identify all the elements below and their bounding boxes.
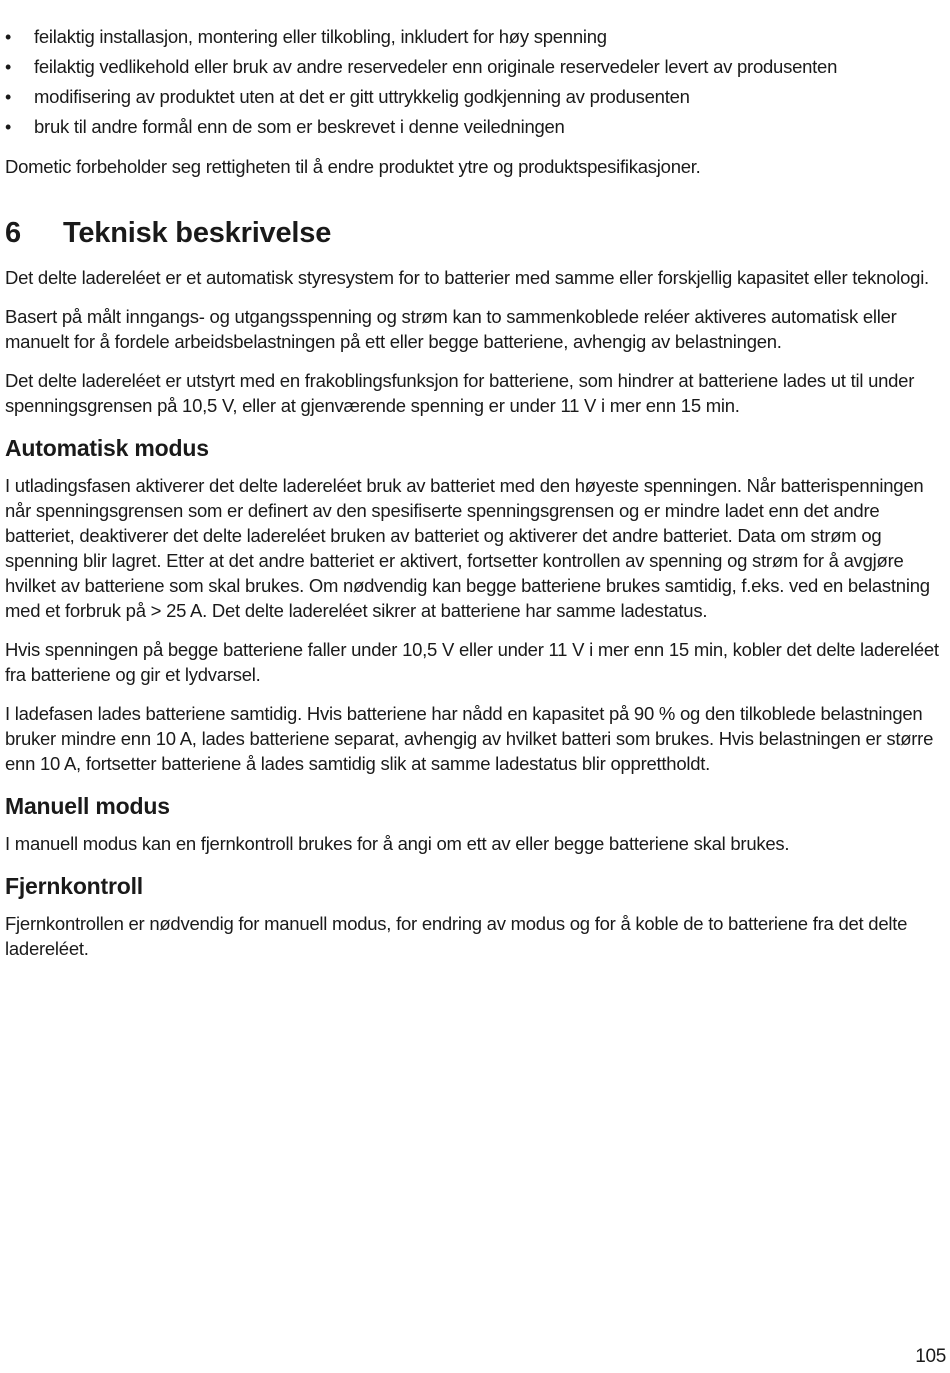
section-title: Teknisk beskrivelse (63, 217, 332, 249)
intro-paragraph: Det delte ladereléet er et automatisk styresystem for to batterier med samme eller forskjellig kapasitet eller teknologi. (5, 267, 929, 288)
section-heading (5, 215, 947, 251)
manual-mode-paragraph: I manuell modus kan en fjernkontroll brukes for å angi om ett av eller begge batteriene skal brukes. (5, 833, 790, 854)
automatic-mode-heading: Automatisk modus (5, 435, 209, 461)
remote-control-heading: Fjernkontroll (5, 873, 143, 899)
automatic-mode-paragraph: I utladingsfasen aktiverer det delte ladereléet bruk av batteriet med den høyeste spenningen. Når batterispenningen når spenningsgrensen som er definert av den spesifiserte spenningsgrensen og er mindre ladet enn det andre batteriet, deaktiverer det delte ladereléet bruken av batteriet og aktiverer det andre batteriet. Data om strøm og spenning blir lagret. Etter at det andre batteriet er aktivert, fortsetter kontrollen av spenning og strøm for å avgjøre hvilket av batteriene som skal brukes. Om nødvendig kan begge batteriene brukes samtidig, f.eks. ved en belastning med et forbruk på > 25 A. Det delte ladereléet sikrer at batteriene har samme ladestatus. (5, 475, 930, 621)
list-item: • bruk til andre formål enn de som er beskrevet i denne veiledningen (5, 112, 947, 142)
document-page (5, 22, 947, 961)
automatic-mode-paragraph: Hvis spenningen på begge batteriene faller under 10,5 V eller under 11 V i mer enn 15 min, kobler det delte ladereléet fra batteriene og gir et lydvarsel. (5, 639, 939, 685)
automatic-mode-paragraph: I ladefasen lades batteriene samtidig. Hvis batteriene har nådd en kapasitet på 90 % og den tilkoblede belastningen bruker mindre enn 10 A, lades batteriene separat, avhengig av hvilket batteri som brukes. Hvis belastningen er større enn 10 A, fortsetter batteriene å lades samtidig slik at samme ladestatus blir opprettholdt. (5, 703, 934, 774)
section-number: 6 (5, 217, 21, 249)
list-item: • modifisering av produktet uten at det er gitt uttrykkelig godkjenning av produsenten (5, 82, 947, 112)
remote-control-paragraph: Fjernkontrollen er nødvendig for manuell modus, for endring av modus og for å koble de to batteriene fra det delte ladereléet. (5, 913, 908, 959)
intro-paragraph: Det delte ladereléet er utstyrt med en frakoblingsfunksjon for batteriene, som hindrer at batteriene lades ut til under spenningsgrensen på 10,5 V, eller at gjenværende spenning er under 11 V i mer enn 15 min. (5, 370, 915, 416)
list-item: • feilaktig vedlikehold eller bruk av andre reservedeler enn originale reservedeler levert av produsenten (5, 52, 947, 82)
intro-paragraph: Basert på målt inngangs- og utgangsspenning og strøm kan to sammenkoblede reléer aktiveres automatisk eller manuelt for å fordele arbeidsbelastningen på ett eller begge batteriene, avhengig av belastningen. (5, 306, 897, 352)
reservation-paragraph: Dometic forbeholder seg rettigheten til å endre produktet ytre og produktspesifikasjoner. (5, 156, 701, 177)
manual-mode-heading: Manuell modus (5, 793, 170, 819)
warranty-exclusion-list (5, 22, 947, 142)
list-item: • feilaktig installasjon, montering eller tilkobling, inkludert for høy spenning (5, 22, 947, 52)
page-number: 105 (915, 1346, 946, 1367)
